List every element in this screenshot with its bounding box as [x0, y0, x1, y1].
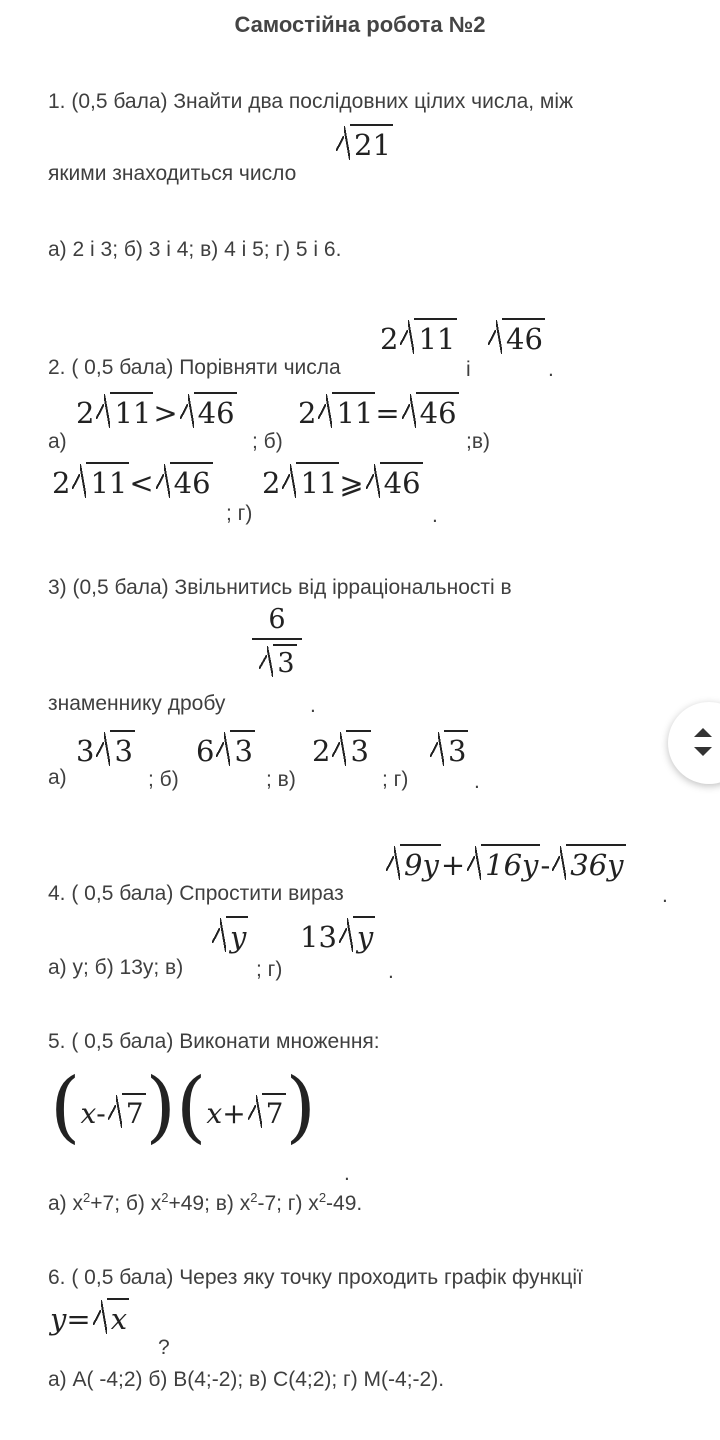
q4-stem: 4. ( 0,5 бала) Спростити вираз: [48, 882, 344, 905]
q6-qmark: ?: [158, 1336, 170, 1359]
q3-g-label: ; г): [382, 768, 409, 791]
q5-product: (x- 7)(x+ 7): [50, 1062, 316, 1152]
q6-stem: 6. ( 0,5 бала) Через яку точку проходить графік функції: [48, 1266, 583, 1289]
q4-expression: 9y+ 16y- 36y: [384, 844, 626, 882]
q3-v-label: ; в): [266, 768, 296, 791]
q1-line1: 1. (0,5 бала) Знайти два послідовних цілих числа, між: [48, 90, 574, 113]
q2-stem: 2. ( 0,5 бала) Порівняти числа: [48, 356, 341, 379]
q6-answers: а) А( -4;2) б) В(4;-2); в) С(4;2); г) М(-4;-2).: [48, 1368, 445, 1391]
q6-function: y= x: [50, 1298, 129, 1336]
q4-answers: а) у; б) 13у; в): [48, 956, 184, 979]
q3-fraction: $\frac{6}{3}$: [252, 604, 302, 679]
chevron-down-icon: [694, 747, 712, 756]
q5-stem: 5. ( 0,5 бала) Виконати множення:: [48, 1030, 380, 1053]
q3-option-a: 3 3: [76, 730, 135, 768]
q4-option-v: y: [210, 916, 248, 954]
q2-expr-sqrt46: 46: [486, 318, 545, 356]
q2-option-g: 2 11⩾ 46: [262, 462, 423, 500]
q3-a-label: а): [48, 766, 67, 789]
q4-end: .: [388, 960, 394, 983]
q2-b-label: ; б): [252, 430, 283, 453]
q5-answers: а) $x^2+7$; б) $x^2+49$; в) $x^2-7$; г) $x^2-49$.: [48, 1190, 363, 1215]
q1-line2: якими знаходиться число: [48, 162, 297, 185]
q2-g-label: ; г): [226, 502, 253, 525]
scroll-up-down-button[interactable]: [668, 702, 720, 784]
q2-option-v: 2 11< 46: [52, 462, 213, 500]
q2-dot: .: [548, 358, 554, 381]
q3-option-b: 6 3: [196, 730, 255, 768]
q3-option-g: 3: [428, 730, 468, 768]
q3-line1: 3) (0,5 бала) Звільнитись від ірраціональності в: [48, 576, 512, 599]
q2-expr-2sqrt11: 2 11: [380, 318, 457, 356]
q2-v-label: ;в): [466, 430, 490, 453]
q2-conj: і: [466, 358, 471, 381]
q1-sqrt-21: 21: [334, 124, 393, 162]
q2-a-label: а): [48, 430, 67, 453]
page-title: Самостійна робота №2: [234, 12, 486, 37]
q4-dot: .: [662, 884, 668, 907]
q1-answers: а) 2 і 3; б) 3 і 4; в) 4 і 5; г) 5 і 6.: [48, 238, 342, 261]
q3-end: .: [474, 770, 480, 793]
q3-dot: .: [310, 694, 316, 717]
q5-dot: .: [344, 1162, 350, 1185]
q2-option-b: 2 11= 46: [298, 392, 459, 430]
q4-g-label: ; г): [256, 958, 283, 981]
q2-option-a: 2 11> 46: [76, 392, 237, 430]
q3-option-v: 2 3: [312, 730, 371, 768]
q4-option-g: 13 y: [300, 916, 375, 954]
q3-b-label: ; б): [148, 768, 179, 791]
q3-line2: знаменнику дробу: [48, 692, 226, 715]
q2-end: .: [432, 504, 438, 527]
chevron-up-icon: [694, 728, 712, 737]
